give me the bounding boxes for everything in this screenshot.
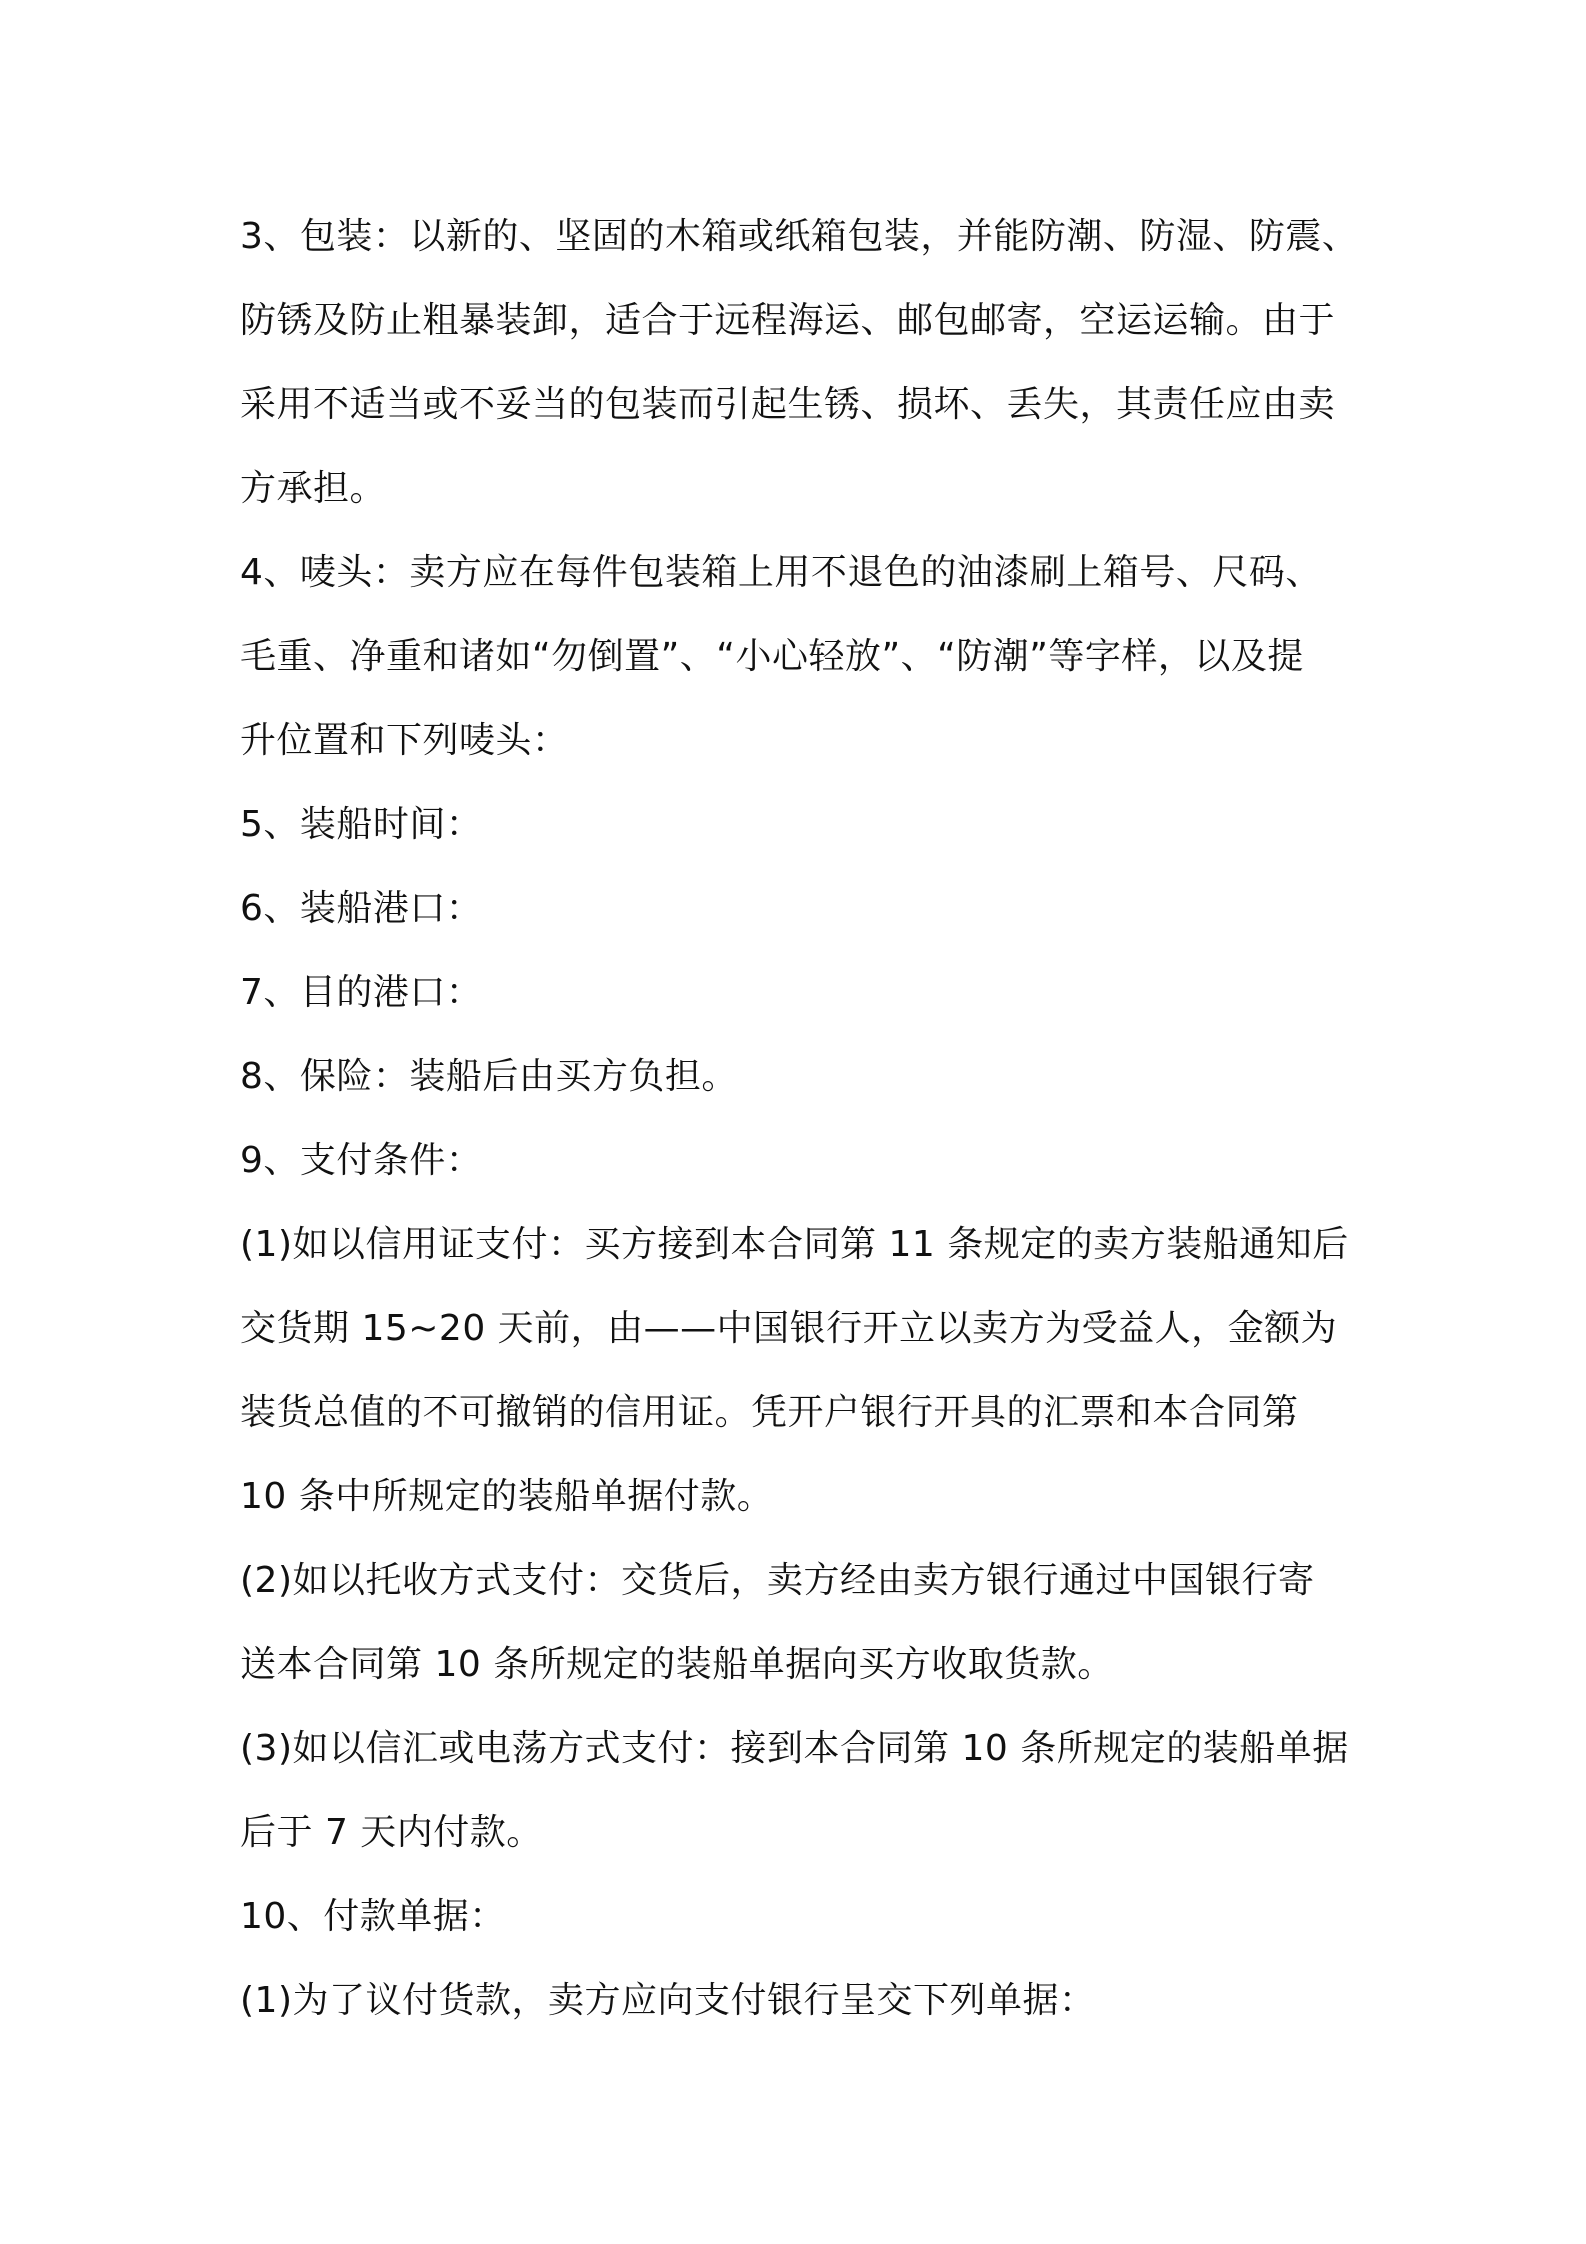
clause-3-line-1: 3、包装：以新的、坚固的木箱或纸箱包装，并能防潮、防湿、防震、 (240, 216, 1359, 257)
clause-3-line-3: 采用不适当或不妥当的包装而引起生锈、损坏、丢失，其责任应由卖 (240, 384, 1336, 425)
clause-3-line-4: 方承担。 (240, 468, 387, 509)
clause-9-3-line-1: (3)如以信汇或电荡方式支付：接到本合同第 10 条所规定的装船单据 (240, 1728, 1349, 1769)
clause-3-line-2: 防锈及防止粗暴装卸，适合于远程海运、邮包邮寄，空运运输。由于 (240, 300, 1336, 341)
clause-5-line: 5、装船时间： (240, 804, 483, 845)
clause-8-line: 8、保险：装船后由买方负担。 (240, 1056, 738, 1097)
clause-10-1-line: (1)为了议付货款，卖方应向支付银行呈交下列单据： (240, 1980, 1096, 2021)
clause-4-line-1: 4、唛头：卖方应在每件包装箱上用不退色的油漆刷上箱号、尺码、 (240, 552, 1322, 593)
clause-9-1-line-2: 交货期 15~20 天前，由——中国银行开立以卖方为受益人，金额为 (240, 1308, 1338, 1349)
clause-9-1-line-4: 10 条中所规定的装船单据付款。 (240, 1476, 774, 1517)
clause-10-heading: 10、付款单据： (240, 1896, 506, 1937)
document-body (240, 195, 1380, 2043)
clause-9-2-line-2: 送本合同第 10 条所规定的装船单据向买方收取货款。 (240, 1644, 1114, 1685)
clause-4-line-3: 升位置和下列唛头： (240, 720, 569, 761)
clause-9-1-line-3: 装货总值的不可撤销的信用证。凭开户银行开具的汇票和本合同第 (240, 1392, 1299, 1433)
clause-9-2-line-1: (2)如以托收方式支付：交货后，卖方经由卖方银行通过中国银行寄 (240, 1560, 1315, 1601)
clause-6-line: 6、装船港口： (240, 888, 483, 929)
clause-7-line: 7、目的港口： (240, 972, 483, 1013)
clause-4-line-2: 毛重、净重和诸如“勿倒置”、“小心轻放”、“防潮”等字样，以及提 (240, 636, 1304, 677)
clause-9-heading: 9、支付条件： (240, 1140, 483, 1181)
clause-9-3-line-2: 后于 7 天内付款。 (240, 1812, 543, 1853)
clause-9-1-line-1: (1)如以信用证支付：买方接到本合同第 11 条规定的卖方装船通知后 (240, 1224, 1349, 1265)
